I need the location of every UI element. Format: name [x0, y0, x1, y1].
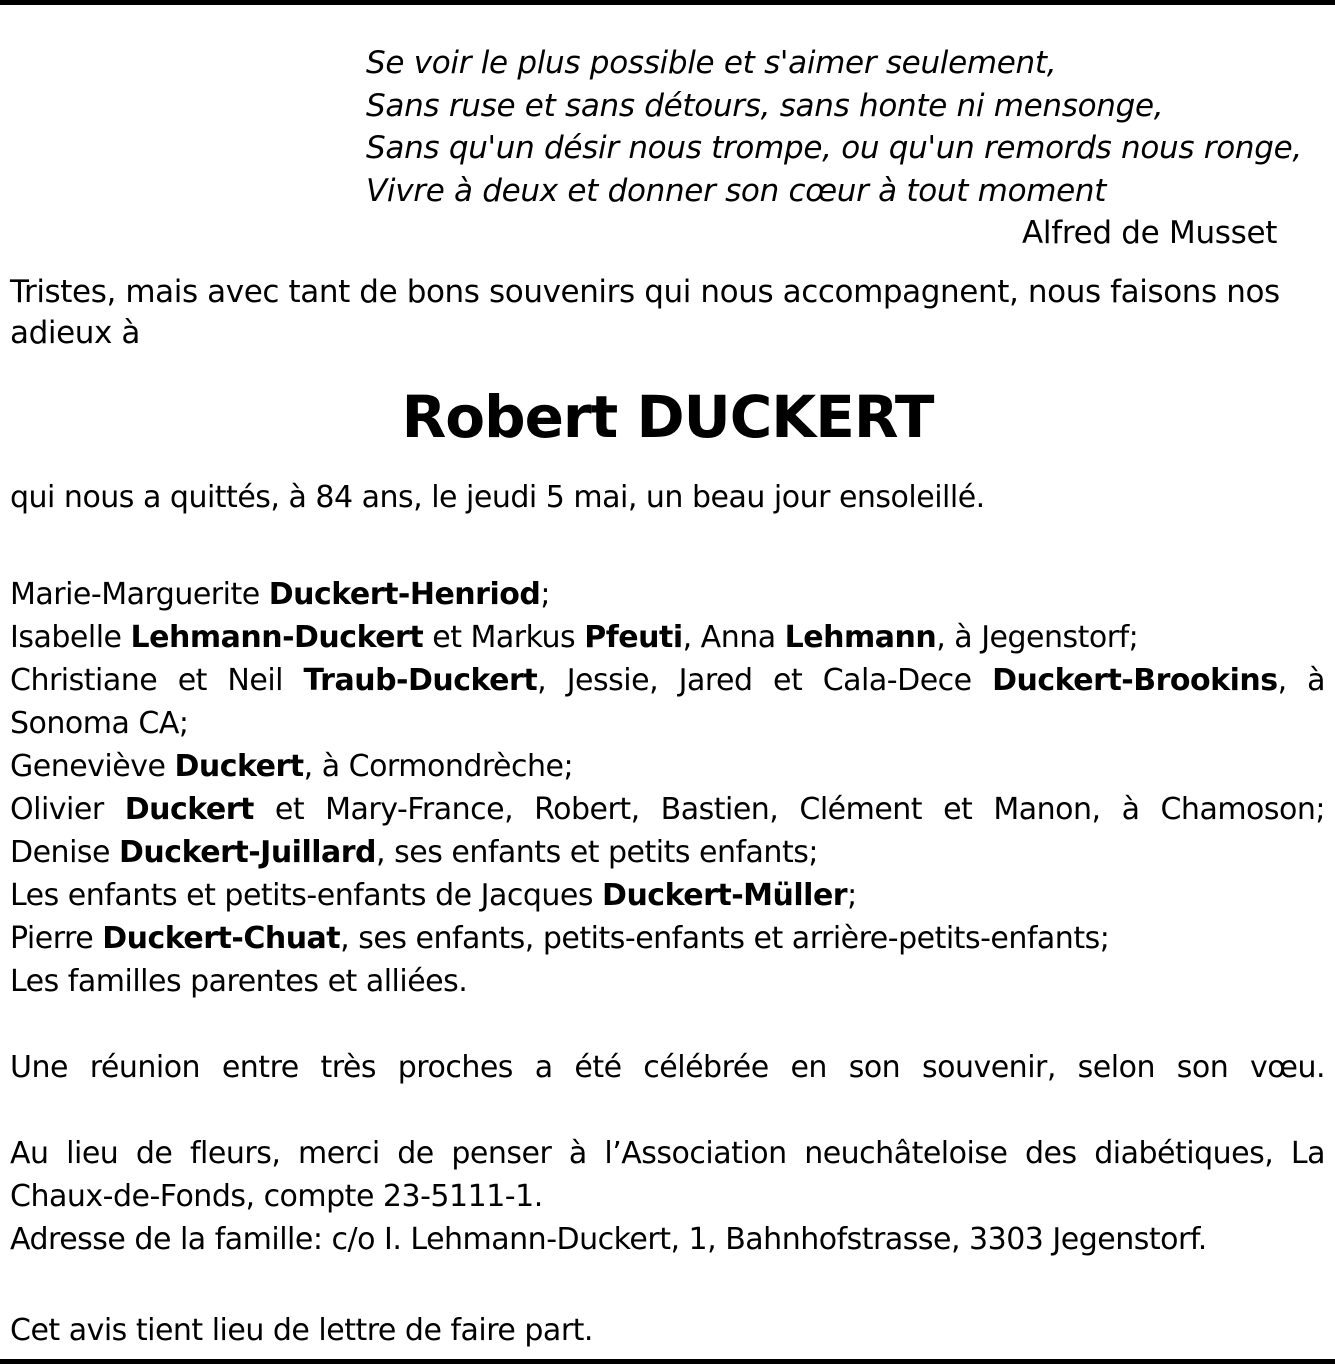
family-line: Les familles parentes et alliées. — [10, 964, 468, 999]
family-line: Geneviève Duckert, à Cormondrèche; — [10, 749, 574, 784]
donation-line: Au lieu de fleurs, merci de penser à l’Association neuchâteloise des diabétiques, La — [10, 1136, 1325, 1171]
top-border-rule — [0, 0, 1335, 5]
family-line: Christiane et Neil Traub-Duckert, Jessie, Jared et Cala-Dece Duckert-Brookins, à — [10, 663, 1325, 698]
poem-line: Sans ruse et sans détours, sans honte ni mensonge, — [366, 87, 1164, 124]
intro-line: adieux à — [10, 315, 141, 351]
donation-line: Chaux-de-Fonds, compte 23-5111-1. — [10, 1179, 543, 1214]
poem-epigraph — [366, 42, 1302, 212]
family-line: Denise Duckert-Juillard, ses enfants et petits enfants; — [10, 835, 818, 870]
bottom-border-rule — [0, 1359, 1335, 1364]
intro-paragraph — [10, 272, 1310, 354]
deceased-name: Robert DUCKERT — [401, 383, 934, 451]
reunion-text: Une réunion entre très proches a été célébrée en son souvenir, selon son vœu. — [10, 1050, 1325, 1085]
family-line: Les enfants et petits-enfants de Jacques Duckert-Müller; — [10, 878, 857, 913]
family-line: Isabelle Lehmann-Duckert et Markus Pfeuti, Anna Lehmann, à Jegenstorf; — [10, 620, 1139, 655]
family-address: Adresse de la famille: c/o I. Lehmann-Duckert, 1, Bahnhofstrasse, 3303 Jegenstorf. — [10, 1222, 1207, 1257]
family-line: Olivier Duckert et Mary-France, Robert, Bastien, Clément et Manon, à Chamoson; — [10, 792, 1326, 827]
poem-line: Vivre à deux et donner son cœur à tout moment — [366, 172, 1107, 209]
poem-author: Alfred de Musset — [1022, 215, 1278, 251]
passing-text: qui nous a quittés, à 84 ans, le jeudi 5 mai, un beau jour ensoleillé. — [10, 480, 985, 515]
poem-line: Se voir le plus possible et s'aimer seulement, — [366, 45, 1057, 81]
family-line: Sonoma CA; — [10, 706, 189, 741]
closing-text: Cet avis tient lieu de lettre de faire part. — [10, 1313, 593, 1348]
family-line: Pierre Duckert-Chuat, ses enfants, petits-enfants et arrière-petits-enfants; — [10, 921, 1110, 956]
poem-line: Sans qu'un désir nous trompe, ou qu'un remords nous ronge, — [366, 130, 1302, 166]
family-line: Marie-Marguerite Duckert-Henriod; — [10, 577, 550, 612]
intro-line: Tristes, mais avec tant de bons souvenirs qui nous accompagnent, nous faisons nos — [10, 274, 1280, 310]
